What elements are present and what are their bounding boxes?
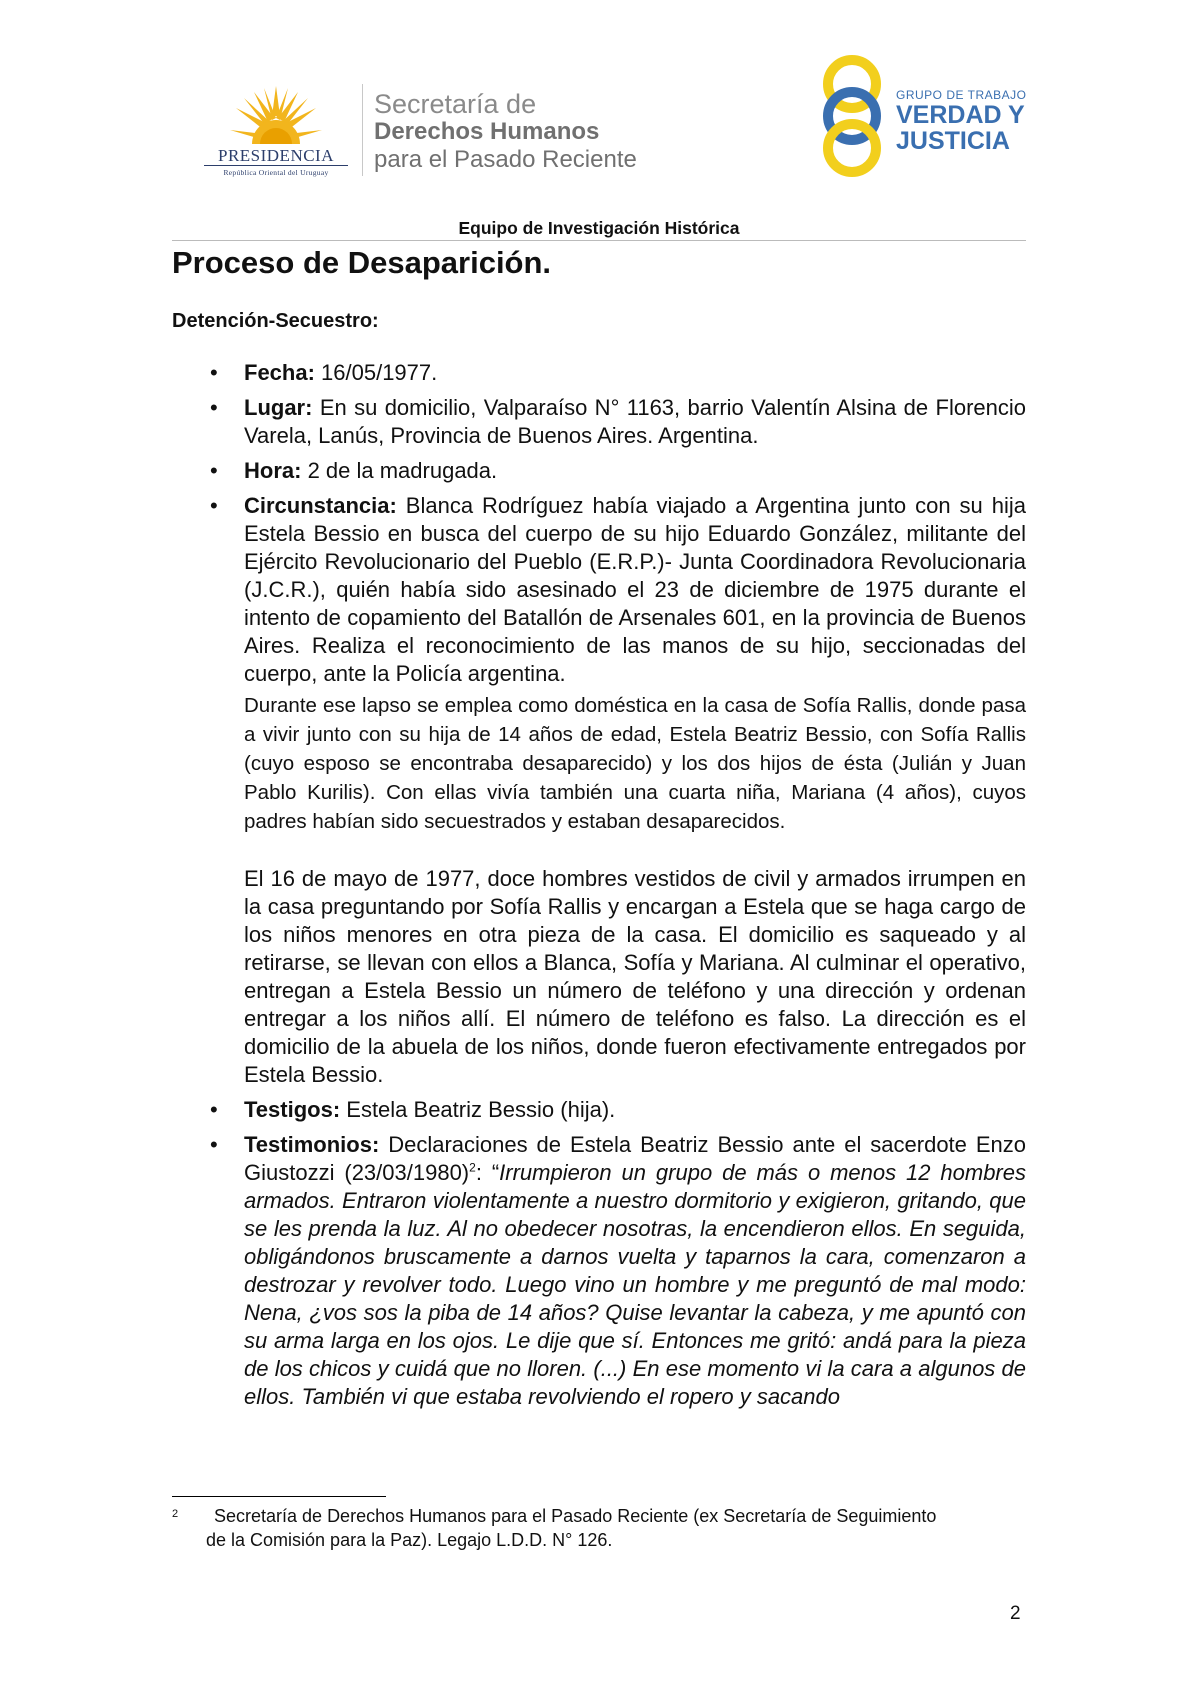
- secretaria-line2: Derechos Humanos: [374, 118, 600, 145]
- list-item-circunstancia: [172, 492, 1026, 1089]
- testimonios-colon: : “: [475, 1160, 500, 1185]
- page-number: 2: [1010, 1603, 1021, 1624]
- list-item-testimonios: [172, 1131, 1026, 1411]
- circunstancia-paragraph: El 16 de mayo de 1977, doce hombres vestidos de civil y armados irrumpen en la casa preguntando por Sofía Rallis y encargan a Estela que se haga cargo de los niños menores en otra pieza de la casa. El domicilio es saqueado y al retirarse, se llevan con ellos a Blanca, Sofía y Mariana. Al culminar el operativo, entregan a Estela Bessio un número de teléfono y una dirección y ordenan entregar a los niños allí. El número de teléfono es falso. La dirección es el domicilio de la abuela de los niños, donde fueron efectivamente entregados por Estela Bessio.: [244, 866, 1026, 1087]
- page-header: [0, 0, 1191, 200]
- testimonios-value: Declaraciones de Estela Beatriz Bessio ante el sacerdote Enzo Giustozzi (23/03/1980): [244, 1132, 1026, 1185]
- header-rule: [172, 240, 1026, 241]
- presidencia-divider: [204, 165, 348, 166]
- team-name: Equipo de Investigación Histórica: [458, 218, 740, 238]
- secretaria-line3: para el Pasado Reciente: [374, 146, 637, 173]
- footnote: [172, 1504, 1026, 1552]
- testigos-label: Testigos:: [244, 1097, 341, 1122]
- testimonio-quote: Irrumpieron un grupo de más o menos 12 hombres armados. Entraron violentamente a nuestro dormitorio y exigieron, gritando, que se les prenda la luz. Al no obedecer nosotras, la encendieron ellos. En seguida, obligándonos bruscamente a darnos vuelta y taparnos la cara, comenzaron a destrozar y revolver todo. Luego vino un hombre y me preguntó de mal modo: Nena, ¿vos sos la piba de 14 años? Quise levantar la cabeza, y me apuntó con su arma larga en los ojos. Le dije que sí. Entonces me gritó: andá para la pieza de los chicos y cuidá que no lloren. (...) En ese momento vi la cara a algunos de ellos. También vi que estaba revolviendo el ropero y sacando: [244, 1160, 1026, 1409]
- grupo-line3: JUSTICIA: [896, 127, 1010, 155]
- testigos-value: Estela Beatriz Bessio (hija).: [340, 1097, 616, 1122]
- section-subtitle: Detención-Secuestro:: [172, 310, 379, 332]
- hora-value: 2 de la madrugada.: [301, 458, 498, 483]
- footnote-ref: 2: [469, 1160, 476, 1175]
- footnote-line2: de la Comisión para la Paz). Legajo L.D.D. N° 126.: [206, 1530, 613, 1550]
- logo-divider: [362, 84, 363, 176]
- grupo-line1: GRUPO DE TRABAJO: [896, 88, 1027, 102]
- list-item-hora: [172, 457, 1026, 485]
- linked-rings-icon: [812, 52, 892, 182]
- lugar-value: En su domicilio, Valparaíso N° 1163, barrio Valentín Alsina de Florencio Varela, Lanús, Provincia de Buenos Aires. Argentina.: [244, 395, 1026, 448]
- testimonios-label: Testimonios:: [244, 1132, 380, 1157]
- footnote-line1: Secretaría de Derechos Humanos para el Pasado Reciente (ex Secretaría de Seguimiento: [214, 1506, 937, 1526]
- circunstancia-value: Blanca Rodríguez había viajado a Argentina junto con su hija Estela Bessio en busca del cuerpo de su hijo Eduardo González, militante del Ejército Revolucionario del Pueblo (E.R.P.)- Junta Coordinadora Revolucionaria (J.C.R.), quién había sido asesinado el 23 de diciembre de 1975 durante el intento de copamiento del Batallón de Arsenales 601, en la provincia de Buenos Aires. Realiza el reconocimiento de las manos de su hijo, seccionadas del cuerpo, ante la Policía argentina.: [244, 493, 1026, 686]
- list-item-testigos: [172, 1096, 1026, 1124]
- hora-label: Hora:: [244, 458, 302, 483]
- detail-list: [172, 359, 1026, 1411]
- footnote-number: 2: [172, 1508, 179, 1520]
- lugar-label: Lugar:: [244, 395, 313, 420]
- list-item-fecha: [172, 359, 1026, 387]
- presidencia-name: PRESIDENCIA: [217, 146, 334, 165]
- secretaria-logo-text: [374, 90, 637, 174]
- verdad-justicia-logo: [812, 52, 1052, 182]
- list-item-lugar: [172, 394, 1026, 450]
- fecha-value: 16/05/1977.: [314, 360, 438, 385]
- main-content: [172, 244, 1026, 1418]
- presidencia-logo: [196, 78, 356, 178]
- grupo-line2: VERDAD Y: [896, 101, 1025, 129]
- page-title: Proceso de Desaparición.: [172, 245, 552, 280]
- footnote-rule: [172, 1496, 386, 1497]
- secretaria-line1: Secretaría de: [374, 89, 537, 119]
- verdad-justicia-text: [896, 88, 1026, 154]
- presidencia-subtitle: República Oriental del Uruguay: [223, 168, 329, 177]
- circunstancia-label: Circunstancia:: [244, 493, 397, 518]
- sun-emblem-icon: [226, 78, 326, 148]
- circunstancia-subparagraph: Durante ese lapso se emplea como doméstica en la casa de Sofía Rallis, donde pasa a vivir junto con su hija de 14 años de edad, Estela Beatriz Bessio, con Sofía Rallis (cuyo esposo se encontraba desaparecido) y los dos hijos de ésta (Julián y Juan Pablo Kurilis). Con ellas vivía también una cuarta niña, Mariana (4 años), cuyos padres habían sido secuestrados y estaban desaparecidos.: [244, 694, 1026, 833]
- fecha-label: Fecha:: [244, 360, 315, 385]
